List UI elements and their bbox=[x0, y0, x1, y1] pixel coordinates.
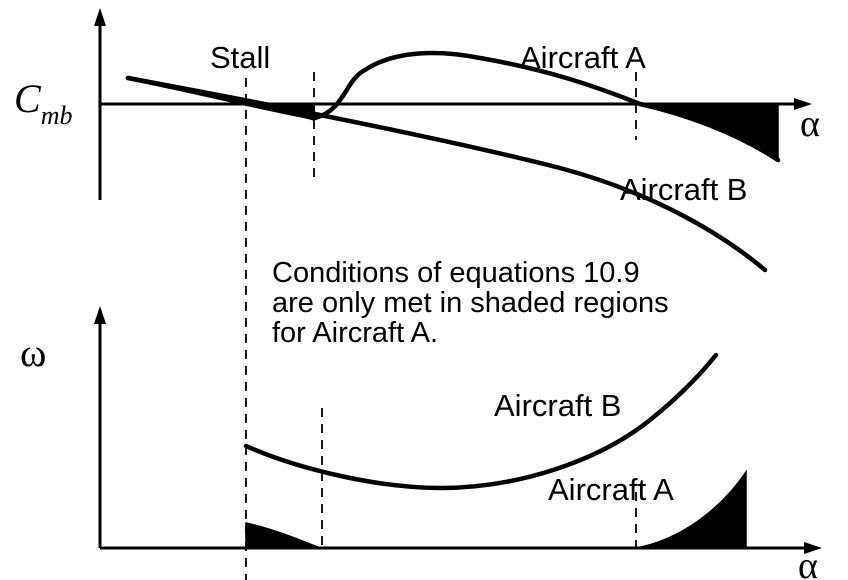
bottom-shaded-region-stall bbox=[246, 523, 320, 548]
top-x-axis-label: α bbox=[800, 103, 820, 145]
top-y-axis-label bbox=[14, 76, 72, 130]
bottom-y-axis-arrowhead bbox=[94, 306, 106, 324]
bottom-label-aircraft-b: Aircraft B bbox=[494, 388, 622, 423]
top-shaded-region-high-alpha bbox=[640, 104, 778, 160]
bottom-curve-aircraft-b bbox=[246, 355, 716, 488]
top-label-aircraft-b: Aircraft B bbox=[620, 172, 748, 207]
note-line-2: are only met in shaded regions bbox=[272, 287, 669, 319]
bottom-x-axis-label: α bbox=[798, 545, 818, 580]
stall-label: Stall bbox=[210, 40, 271, 75]
top-y-axis-arrowhead bbox=[94, 8, 106, 26]
note bbox=[272, 257, 669, 349]
note-line-1: Conditions of equations 10.9 bbox=[272, 257, 640, 289]
bottom-y-axis-label: ω bbox=[20, 330, 47, 375]
bottom-label-aircraft-a: Aircraft A bbox=[548, 472, 674, 507]
cmb-subscript: mb bbox=[40, 101, 73, 130]
cmb-symbol: C bbox=[14, 76, 41, 121]
top-label-aircraft-a: Aircraft A bbox=[520, 40, 646, 75]
note-line-3: for Aircraft A. bbox=[272, 317, 438, 349]
